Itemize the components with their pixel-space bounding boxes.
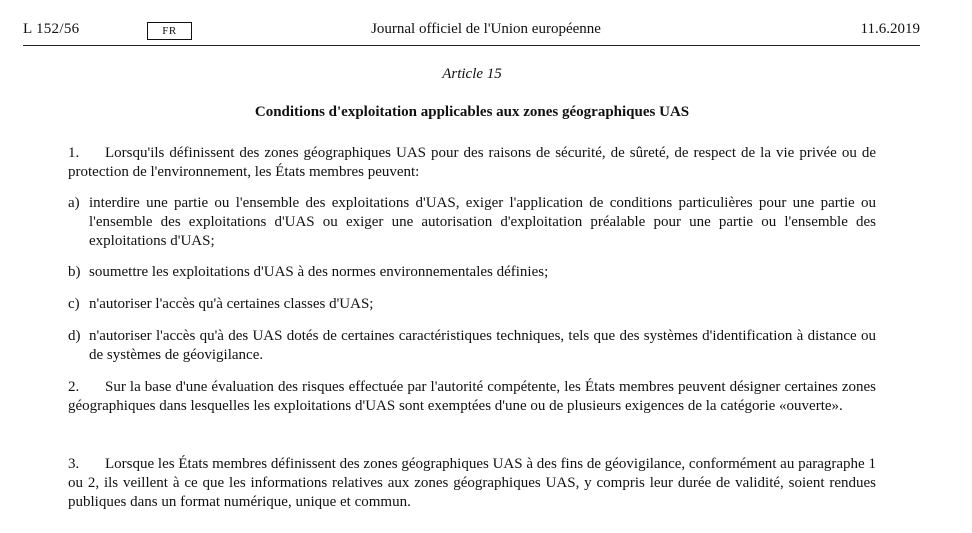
publication-date: 11.6.2019	[860, 21, 920, 37]
list-item-c	[68, 295, 876, 314]
list-item-text: soumettre les exploitations d'UAS à des normes environnementales définies;	[89, 264, 549, 280]
paragraph-number: 2.	[68, 379, 80, 395]
article-title: Conditions d'exploitation applicables aux zones géographiques UAS	[254, 104, 690, 120]
paragraph-2	[68, 378, 876, 416]
paragraph-text: Sur la base d'une évaluation des risques effectuée par l'autorité compétente, les États membres peuvent désigner certaines zones géographiques dans lesquelles les exploitations d'UAS sont exemptées d'une ou de plusieurs exigences de la catégorie «ouverte».	[68, 379, 876, 414]
article-number: Article 15	[442, 66, 502, 82]
list-item-text: n'autoriser l'accès qu'à certaines classes d'UAS;	[89, 296, 374, 312]
paragraph-3	[68, 455, 876, 512]
list-item-text: interdire une partie ou l'ensemble des exploitations d'UAS, exiger l'application de conditions particulières pour une partie ou l'ensemble des exploitations d'UAS ou exiger une autorisation d'exploitation préalable pour une partie ou l'ensemble des exploitations d'UAS;	[89, 195, 876, 249]
paragraph-number: 1.	[68, 145, 80, 161]
list-item-letter: c)	[68, 296, 80, 312]
list-item-letter: a)	[68, 195, 80, 211]
list-item-a	[68, 194, 876, 251]
paragraph-number: 3.	[68, 456, 80, 472]
page-reference: L 152/56	[23, 21, 80, 37]
language-badge: FR	[147, 22, 192, 40]
list-item-letter: b)	[68, 264, 81, 280]
paragraph-text: Lorsque les États membres définissent des zones géographiques UAS à des fins de géovigilance, conformément au paragraphe 1 ou 2, ils veillent à ce que les informations relatives aux zones géographiques UAS, y compris leur durée de validité, soient rendues publiques dans un format numérique, unique et commun.	[68, 456, 876, 510]
list-item-text: n'autoriser l'accès qu'à des UAS dotés de certaines caractéristiques techniques, tels que des systèmes d'identification à distance ou de systèmes de géovigilance.	[89, 328, 876, 363]
list-item-letter: d)	[68, 328, 81, 344]
paragraph-1	[68, 144, 876, 182]
list-item-d	[68, 327, 876, 365]
journal-title: Journal officiel de l'Union européenne	[371, 21, 601, 37]
header-divider	[23, 45, 920, 46]
page-header	[0, 0, 972, 46]
paragraph-text: Lorsqu'ils définissent des zones géographiques UAS pour des raisons de sécurité, de sûreté, de respect de la vie privée ou de protection de l'environnement, les États membres peuvent:	[68, 145, 876, 180]
list-item-b	[68, 263, 876, 282]
